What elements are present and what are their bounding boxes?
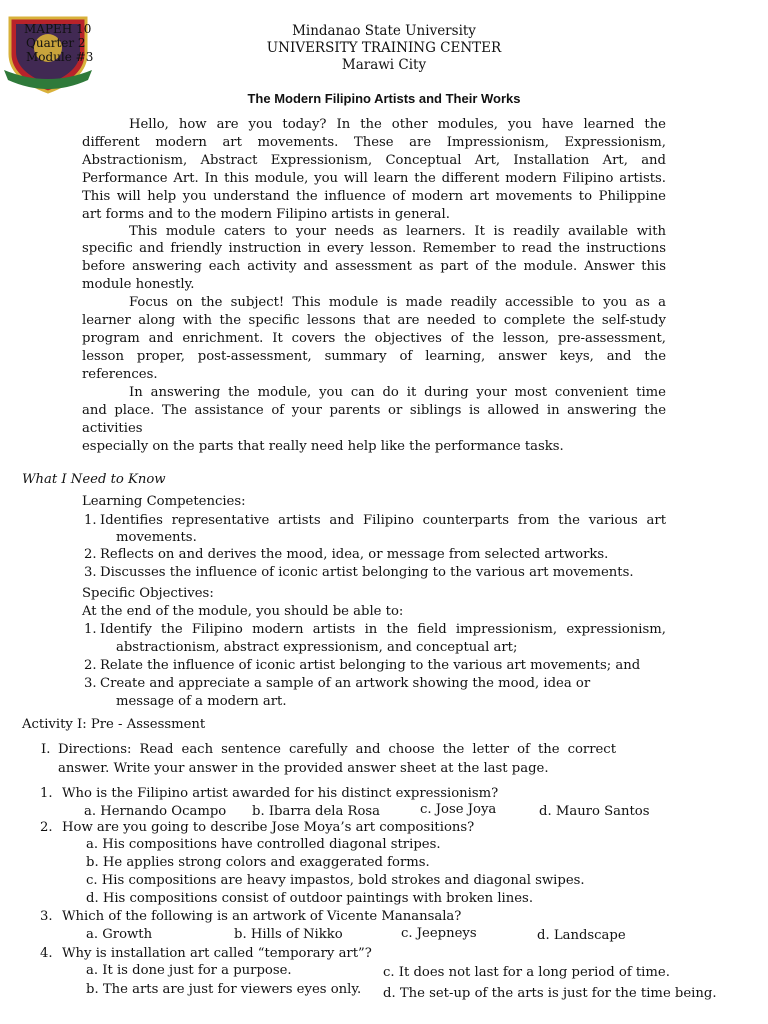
intro-line: In answering the module, you can do it during your most convenient time — [129, 385, 666, 400]
activity-heading: Activity I: Pre - Assessment — [22, 717, 206, 732]
center-name: UNIVERSITY TRAINING CENTER — [266, 40, 502, 56]
answer-choice: d. His compositions consist of outdoor paintings with broken lines. — [86, 891, 534, 906]
intro-line: Performance Art. In this module, you will learn the different modern Filipino artists. — [82, 171, 666, 186]
answer-choice: d. Mauro Santos — [539, 804, 650, 819]
list-item: Discusses the influence of iconic artist belonging to the various art movements. — [100, 565, 634, 580]
directions-text: Directions: Read each sentence carefully and choose the letter of the correct — [58, 742, 616, 757]
page-title: The Modern Filipino Artists and Their Works — [247, 91, 521, 106]
logo-subject-label: MAPEH 10 — [24, 22, 92, 36]
intro-line: module honestly. — [82, 277, 195, 292]
answer-choice: c. Jeepneys — [401, 926, 477, 941]
intro-line: before answering each activity and assessment as part of the module. Answer this — [82, 259, 666, 274]
question-text: How are you going to describe Jose Moya’s art compositions? — [62, 820, 475, 835]
logo-module-label: Module #3 — [26, 50, 94, 64]
intro-line: lesson proper, post-assessment, summary of learning, answer keys, and the — [82, 349, 666, 364]
intro-line: activities — [82, 421, 143, 436]
list-item: Identifies representative artists and Filipino counterparts from the various art — [100, 513, 666, 528]
directions-text: answer. Write your answer in the provided answer sheet at the last page. — [58, 761, 549, 776]
answer-choice: b. Hills of Nikko — [234, 927, 343, 942]
answer-choice: a. Growth — [86, 927, 153, 942]
directions-number: I. — [41, 742, 51, 757]
answer-choice: a. Hernando Ocampo — [84, 804, 227, 819]
answer-choice: d. The set-up of the arts is just for the time being. — [383, 986, 717, 1001]
list-number: 2. — [84, 547, 97, 562]
intro-line: Abstractionism, Abstract Expressionism, Conceptual Art, Installation Art, and — [82, 153, 666, 168]
answer-choice: b. Ibarra dela Rosa — [252, 804, 381, 819]
list-number: 3. — [84, 565, 97, 580]
objectives-lead: At the end of the module, you should be able to: — [82, 604, 404, 619]
competencies-heading: Learning Competencies: — [82, 494, 246, 509]
intro-line: learner along with the specific lessons that are needed to complete the self-study — [82, 313, 666, 328]
section-heading-need-to-know: What I Need to Know — [22, 472, 166, 487]
intro-line: specific and friendly instruction in every lesson. Remember to read the instructions — [82, 241, 666, 256]
list-item: Reflects on and derives the mood, idea, or message from selected artworks. — [100, 547, 609, 562]
intro-line: This module caters to your needs as learners. It is readily available with — [129, 224, 666, 239]
list-item: movements. — [116, 530, 197, 545]
answer-choice: c. It does not last for a long period of time. — [383, 965, 670, 980]
intro-line: different modern art movements. These are Impressionism, Expressionism, — [82, 135, 666, 150]
intro-line: and place. The assistance of your parents or siblings is allowed in answering the — [82, 403, 666, 418]
list-item: abstractionism, abstract expressionism, and conceptual art; — [116, 640, 518, 655]
question-number: 3. — [40, 909, 53, 924]
question-number: 4. — [40, 946, 53, 961]
intro-line: Focus on the subject! This module is made readily accessible to you as a — [129, 295, 666, 310]
question-number: 2. — [40, 820, 53, 835]
university-name: Mindanao State University — [292, 23, 476, 39]
logo-quarter-label: Quarter 2 — [26, 36, 86, 50]
intro-line: especially on the parts that really need help like the performance tasks. — [82, 439, 564, 454]
answer-choice: c. His compositions are heavy impastos, bold strokes and diagonal swipes. — [86, 873, 585, 888]
list-number: 3. — [84, 676, 97, 691]
list-number: 2. — [84, 658, 97, 673]
list-item: message of a modern art. — [116, 694, 287, 709]
answer-choice: a. It is done just for a purpose. — [86, 963, 292, 978]
intro-line: art forms and to the modern Filipino artists in general. — [82, 207, 450, 222]
intro-line: references. — [82, 367, 158, 382]
question-text: Which of the following is an artwork of Vicente Manansala? — [62, 909, 462, 924]
question-text: Who is the Filipino artist awarded for his distinct expressionism? — [62, 786, 499, 801]
list-item: Relate the influence of iconic artist belonging to the various art movements; and — [100, 658, 641, 673]
intro-line: Hello, how are you today? In the other modules, you have learned the — [129, 117, 666, 132]
list-item: Create and appreciate a sample of an artwork showing the mood, idea or — [100, 676, 591, 691]
answer-choice: a. His compositions have controlled diagonal stripes. — [86, 837, 441, 852]
question-text: Why is installation art called “temporary art”? — [62, 946, 372, 961]
answer-choice: b. He applies strong colors and exaggerated forms. — [86, 855, 430, 870]
intro-line: This will help you understand the influence of modern art movements to Philippine — [82, 189, 666, 204]
list-number: 1. — [84, 513, 97, 528]
answer-choice: c. Jose Joya — [420, 802, 497, 817]
objectives-heading: Specific Objectives: — [82, 586, 214, 601]
list-item: Identify the Filipino modern artists in the field impressionism, expressionism, — [100, 622, 666, 637]
question-number: 1. — [40, 786, 53, 801]
city-name: Marawi City — [341, 57, 427, 73]
answer-choice: b. The arts are just for viewers eyes only. — [86, 982, 362, 997]
list-number: 1. — [84, 622, 97, 637]
answer-choice: d. Landscape — [537, 928, 626, 943]
intro-line: program and enrichment. It covers the objectives of the lesson, pre-assessment, — [82, 331, 666, 346]
